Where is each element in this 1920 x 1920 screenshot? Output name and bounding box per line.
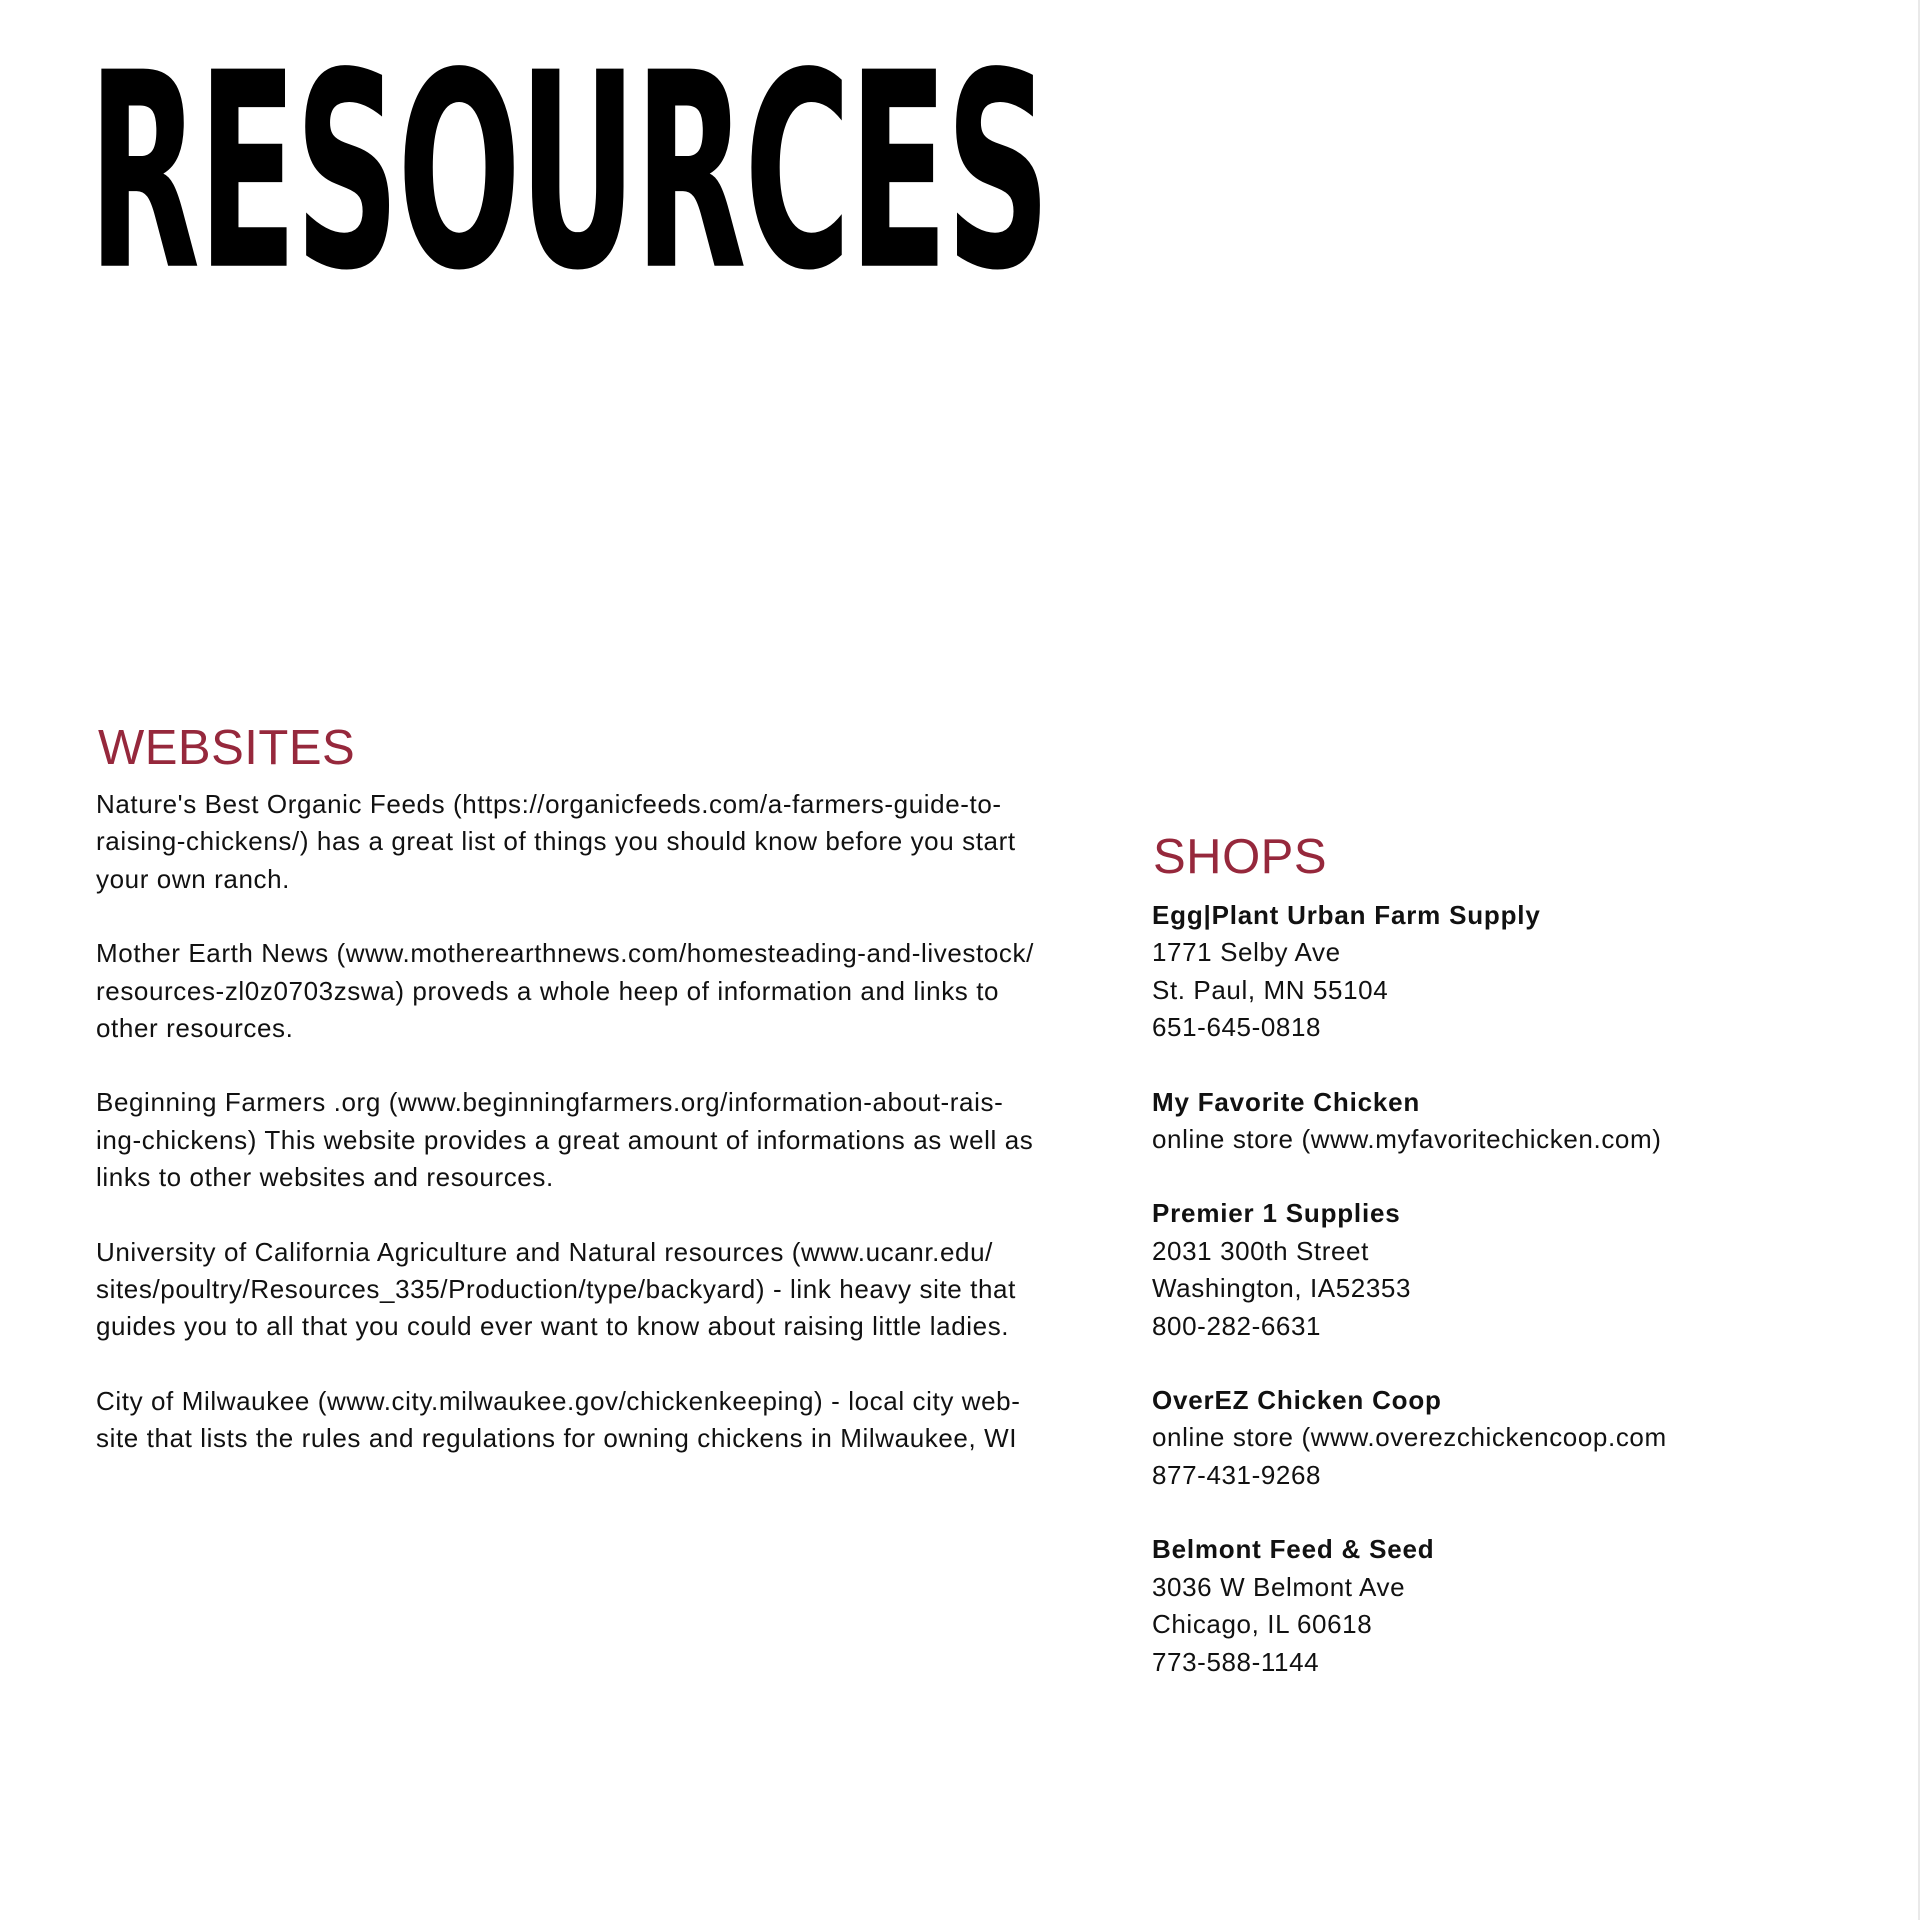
- website-entry-line: resources-zl0z0703zswa) proveds a whole heep of information and links to: [96, 975, 1000, 1006]
- shop-address-line: 2031 300th Street: [1152, 1235, 1369, 1266]
- website-entry-line: ing-chickens) This website provides a great amount of informations as well as: [96, 1124, 1034, 1155]
- website-entry-organic-feeds: [96, 786, 1136, 898]
- shop-city-line: Washington, IA52353: [1152, 1273, 1412, 1304]
- shop-address-line: 1771 Selby Ave: [1152, 937, 1341, 968]
- website-entry-city-of-milwaukee: [96, 1383, 1136, 1458]
- shop-name: Egg|Plant Urban Farm Supply: [1152, 900, 1541, 930]
- shop-entry-belmont-feed: [1152, 1531, 1892, 1681]
- shop-entry-overez: [1152, 1382, 1892, 1494]
- website-entry-beginning-farmers: [96, 1084, 1136, 1196]
- shop-online-store: online store (www.overezchickencoop.com: [1152, 1422, 1667, 1453]
- website-entry-line: City of Milwaukee (www.city.milwaukee.gov/chickenkeeping) - local city web-: [96, 1385, 1021, 1416]
- shop-phone: 651-645-0818: [1152, 1012, 1322, 1043]
- website-entry-line: other resources.: [96, 1013, 294, 1044]
- website-entry-line: University of California Agriculture and Natural resources (www.ucanr.edu/: [96, 1236, 994, 1267]
- website-entry-line: links to other websites and resources.: [96, 1162, 554, 1193]
- shop-name: OverEZ Chicken Coop: [1152, 1385, 1442, 1416]
- shop-name: Belmont Feed & Seed: [1152, 1534, 1435, 1565]
- shop-entry-eggplant: [1152, 897, 1892, 1047]
- shop-name: My Favorite Chicken: [1152, 1086, 1421, 1117]
- website-entry-line: Nature's Best Organic Feeds (https://organicfeeds.com/a-farmers-guide-to-: [96, 789, 1002, 819]
- shops-list: [1152, 897, 1892, 1718]
- shop-entry-my-favorite-chicken: [1152, 1084, 1892, 1159]
- shop-entry-premier-1: [1152, 1195, 1892, 1345]
- shop-address-line: 3036 W Belmont Ave: [1152, 1571, 1406, 1602]
- shop-online-store: online store (www.myfavoritechicken.com): [1152, 1124, 1662, 1155]
- website-entry-line: Mother Earth News (www.motherearthnews.com/homesteading-and-livestock/: [96, 938, 1034, 969]
- shops-heading: SHOPS: [1153, 830, 1328, 884]
- website-entry-mother-earth-news: [96, 935, 1136, 1047]
- shop-city-line: Chicago, IL 60618: [1152, 1609, 1373, 1640]
- websites-list: [96, 786, 1136, 1495]
- shop-city-line: St. Paul, MN 55104: [1152, 974, 1389, 1005]
- shop-name: Premier 1 Supplies: [1152, 1198, 1401, 1229]
- shop-phone: 800-282-6631: [1152, 1310, 1322, 1341]
- website-entry-line: Beginning Farmers .org (www.beginningfarmers.org/information-about-rais-: [96, 1087, 1004, 1118]
- website-entry-line: guides you to all that you could ever want to know about raising little ladies.: [96, 1311, 1010, 1342]
- page-title: RESOURCES: [88, 16, 1049, 331]
- website-entry-ucanr: [96, 1234, 1136, 1346]
- website-entry-line: raising-chickens/) has a great list of things you should know before you start: [96, 826, 1016, 857]
- website-entry-line: sites/poultry/Resources_335/Production/type/backyard) - link heavy site that: [96, 1274, 1016, 1305]
- website-entry-line: your own ranch.: [96, 863, 290, 894]
- websites-heading: WEBSITES: [98, 721, 356, 775]
- shop-phone: 877-431-9268: [1152, 1459, 1322, 1490]
- shop-phone: 773-588-1144: [1152, 1646, 1320, 1677]
- website-entry-line: site that lists the rules and regulations for owning chickens in Milwaukee, WI: [96, 1423, 1018, 1454]
